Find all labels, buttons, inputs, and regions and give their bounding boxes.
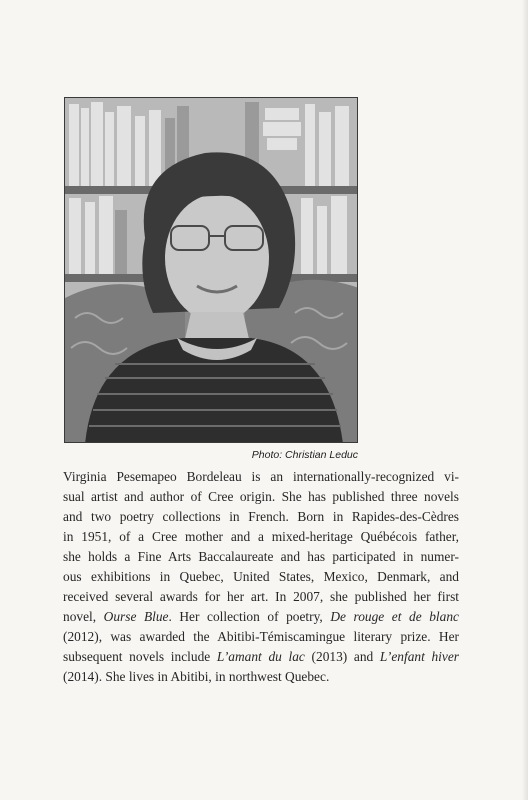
bio-line: and two poetry collections in French. Born in Rapides-des-Cèdres — [63, 509, 459, 524]
bio-line: (2012), was awarded the Abitibi-Témiscamingue literary prize. Her — [63, 629, 459, 644]
bio-line — [63, 647, 459, 667]
bio-line: (2014). She lives in Abitibi, in northwest Quebec. — [63, 669, 330, 684]
book-title: L’amant du lac — [216, 649, 305, 664]
bio-text: . Her collection of poetry, — [168, 609, 331, 624]
bio-text: (2013) and — [304, 649, 380, 664]
bio-line: ous exhibitions in Quebec, United States, Mexico, Denmark, and — [63, 569, 459, 584]
page-edge — [522, 0, 528, 800]
author-bio — [63, 467, 459, 687]
bio-line: in 1951, of a Cree mother and a mixed-heritage Québécois father, — [63, 529, 459, 544]
book-title: Ourse Blue — [103, 609, 169, 624]
bio-line: Virginia Pesemapeo Bordeleau is an internationally-recognized vi- — [63, 469, 459, 484]
bio-text: subsequent novels include — [63, 649, 217, 664]
bio-line: sual artist and author of Cree origin. She has published three novels — [63, 489, 459, 504]
bio-line: received several awards for her art. In 2007, she published her first — [63, 589, 459, 604]
bio-line — [63, 607, 459, 627]
photo-credit: Photo: Christian Leduc — [251, 449, 358, 461]
author-photo — [64, 97, 358, 443]
bio-text: novel, — [63, 609, 104, 624]
bio-line: she holds a Fine Arts Baccalaureate and has participated in numer- — [63, 549, 459, 564]
book-title: L’enfant hiver — [379, 649, 459, 664]
book-title: De rouge et de blanc — [330, 609, 459, 624]
